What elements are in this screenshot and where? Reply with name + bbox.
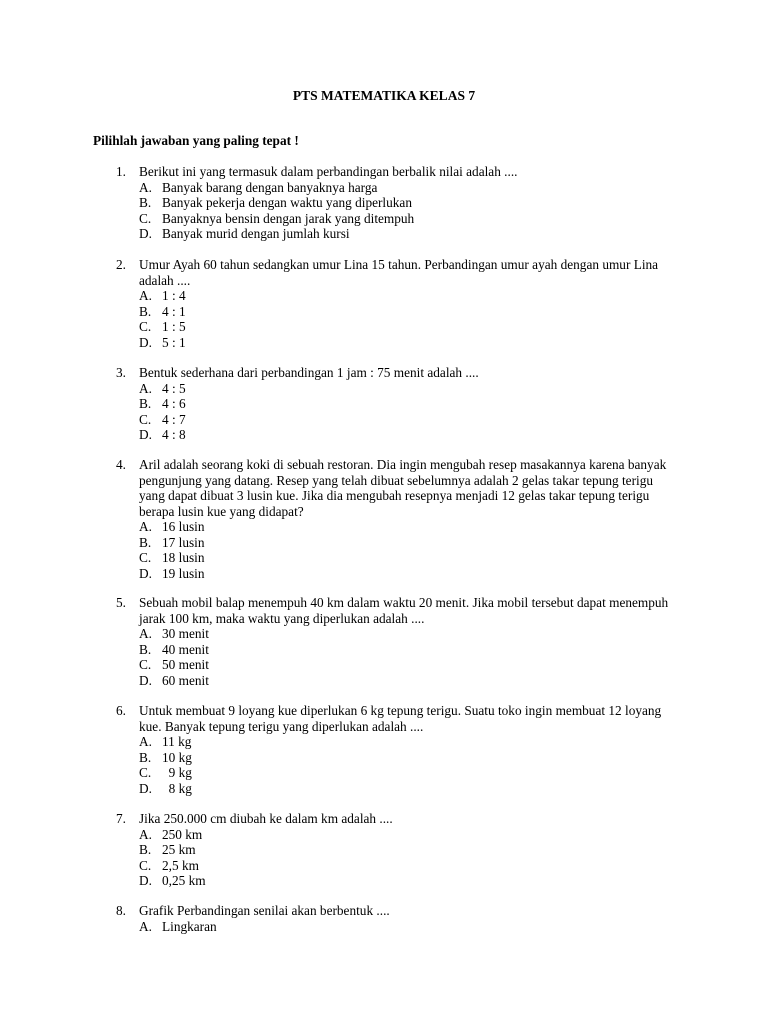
option-text: 1 : 5	[162, 319, 186, 334]
option-text: Banyaknya bensin dengan jarak yang ditempuh	[162, 210, 415, 226]
option-text: Banyak pekerja dengan waktu yang diperlukan	[162, 195, 412, 210]
question-text: Untuk membuat 9 loyang kue diperlukan 6 kg tepung terigu. Suatu toko ingin membuat 12 loyang kue. Banyak tepung terigu yang diperlukan adalah ....	[139, 703, 662, 734]
option-c	[139, 319, 676, 335]
question-number: 8.	[116, 903, 126, 918]
option-d	[139, 673, 676, 689]
option-d	[139, 427, 676, 443]
option-text: 9 kg	[162, 765, 192, 780]
option-text: 60 menit	[162, 672, 209, 688]
option-text: 4 : 1	[162, 303, 186, 319]
option-letter: C.	[139, 765, 152, 780]
option-letter: C.	[139, 210, 152, 226]
option-letter: B.	[139, 534, 152, 550]
question-number: 2.	[116, 257, 126, 272]
question-1	[116, 164, 676, 242]
question-4	[116, 457, 676, 581]
option-c	[139, 858, 676, 874]
option-text: 4 : 8	[162, 427, 186, 442]
question-number: 1.	[116, 164, 126, 179]
question-text: Jika 250.000 cm diubah ke dalam km adalah ....	[139, 811, 393, 826]
question-text: Berikut ini yang termasuk dalam perbandingan berbalik nilai adalah ....	[139, 164, 518, 179]
option-a	[139, 519, 676, 535]
question-6	[116, 703, 676, 796]
option-b	[139, 750, 676, 766]
option-letter: A.	[139, 519, 152, 534]
option-b	[139, 195, 676, 211]
option-d	[139, 335, 676, 351]
option-c	[139, 765, 676, 781]
option-text: 4 : 6	[162, 396, 186, 411]
option-text: 25 km	[162, 842, 196, 857]
option-letter: D.	[139, 780, 152, 796]
question-2	[116, 257, 676, 350]
option-d	[139, 226, 676, 242]
option-text: Banyak barang dengan banyaknya harga	[162, 179, 378, 195]
option-c	[139, 657, 676, 673]
option-letter: A.	[139, 734, 152, 749]
option-c	[139, 412, 676, 428]
option-b	[139, 304, 676, 320]
option-d	[139, 781, 676, 797]
option-letter: A.	[139, 626, 152, 641]
question-text: Bentuk sederhana dari perbandingan 1 jam : 75 menit adalah ....	[139, 365, 479, 380]
option-text: 18 lusin	[162, 550, 205, 565]
option-letter: D.	[139, 427, 152, 442]
option-a	[139, 180, 676, 196]
option-letter: D.	[139, 873, 152, 888]
option-text: 40 menit	[162, 641, 209, 657]
option-text: Lingkaran	[162, 918, 217, 934]
question-3	[116, 365, 676, 443]
option-letter: A.	[139, 380, 152, 396]
option-text: 30 menit	[162, 626, 209, 641]
option-text: 50 menit	[162, 657, 209, 672]
option-letter: B.	[139, 195, 152, 210]
option-text: 16 lusin	[162, 519, 205, 534]
option-text: 0,25 km	[162, 873, 206, 888]
option-text: 19 lusin	[162, 565, 205, 581]
option-a	[139, 734, 676, 750]
option-letter: D.	[139, 226, 152, 241]
document-title: PTS MATEMATIKA KELAS 7	[292, 88, 476, 103]
option-text: 250 km	[162, 826, 203, 842]
option-b	[139, 642, 676, 658]
question-8	[116, 903, 676, 934]
option-letter: B.	[139, 303, 152, 319]
option-letter: C.	[139, 319, 152, 334]
option-b	[139, 535, 676, 551]
instruction-text: Pilihlah jawaban yang paling tepat !	[93, 133, 299, 148]
option-letter: A.	[139, 288, 152, 303]
question-7	[116, 811, 676, 889]
option-a	[139, 919, 676, 935]
question-number: 7.	[116, 811, 126, 826]
option-a	[139, 381, 676, 397]
option-letter: D.	[139, 565, 152, 581]
option-letter: B.	[139, 396, 152, 411]
option-letter: A.	[139, 918, 152, 934]
option-c	[139, 550, 676, 566]
question-5	[116, 595, 676, 688]
option-letter: C.	[139, 657, 152, 672]
question-number: 6.	[116, 703, 126, 718]
option-text: 11 kg	[162, 734, 192, 749]
question-number: 5.	[116, 595, 126, 610]
option-d	[139, 873, 676, 889]
question-text: Umur Ayah 60 tahun sedangkan umur Lina 15 tahun. Perbandingan umur ayah dengan umur Lina adalah ....	[139, 257, 659, 288]
option-letter: B.	[139, 842, 152, 857]
option-letter: A.	[139, 826, 152, 842]
option-letter: C.	[139, 411, 152, 427]
option-letter: A.	[139, 179, 152, 195]
option-b	[139, 396, 676, 412]
question-text: Sebuah mobil balap menempuh 40 km dalam waktu 20 menit. Jika mobil tersebut dapat menempuh jarak 100 km, maka waktu yang diperlukan adalah ....	[139, 595, 669, 626]
question-number: 3.	[116, 365, 126, 380]
option-a	[139, 288, 676, 304]
option-letter: B.	[139, 641, 152, 657]
question-text: Aril adalah seorang koki di sebuah restoran. Dia ingin mengubah resep masakannya karena banyak pengunjung yang datang. Resep yang telah dibuat sebelumnya adalah 2 gelas takar tepung terigu yang dapat dibuat 3 lusin kue. Jika dia mengubah resepnya menjadi 12 gelas takar tepung terigu berapa lusin kue yang didapat?	[139, 457, 667, 519]
option-text: 5 : 1	[162, 334, 186, 350]
option-letter: D.	[139, 672, 152, 688]
option-text: 4 : 5	[162, 380, 186, 396]
option-d	[139, 566, 676, 582]
option-text: 17 lusin	[162, 534, 205, 550]
question-number: 4.	[116, 457, 126, 472]
option-text: 1 : 4	[162, 288, 186, 303]
option-c	[139, 211, 676, 227]
option-text: 2,5 km	[162, 857, 199, 873]
option-a	[139, 626, 676, 642]
option-b	[139, 842, 676, 858]
option-a	[139, 827, 676, 843]
option-text: 4 : 7	[162, 411, 186, 427]
option-letter: C.	[139, 857, 152, 873]
question-text: Grafik Perbandingan senilai akan berbentuk ....	[139, 903, 390, 918]
option-text: Banyak murid dengan jumlah kursi	[162, 226, 350, 241]
option-text: 8 kg	[162, 780, 192, 796]
option-letter: B.	[139, 749, 152, 765]
option-text: 10 kg	[162, 749, 192, 765]
option-letter: C.	[139, 550, 152, 565]
option-letter: D.	[139, 334, 152, 350]
